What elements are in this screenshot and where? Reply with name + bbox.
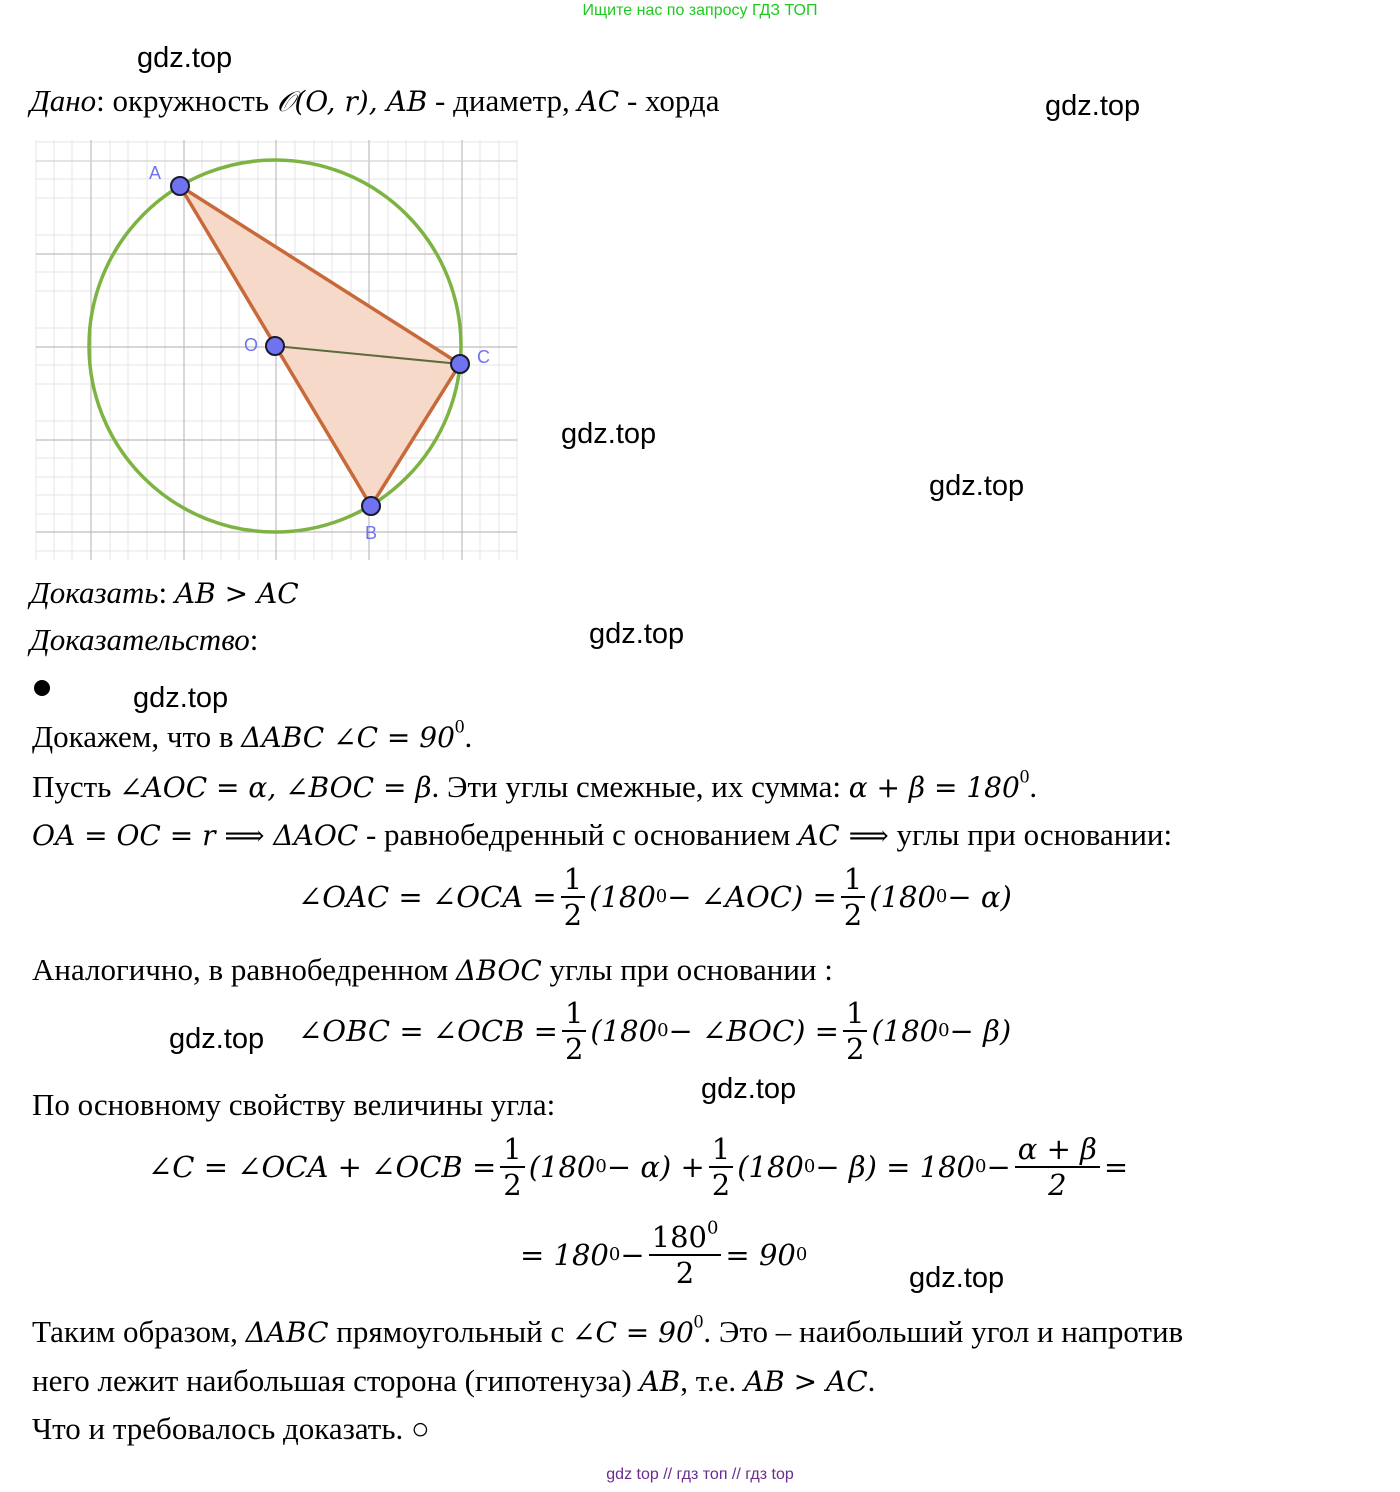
proof-line-3: OA = OC = r ⟹ ΔAOC - равнобедренный с основанием AC ⟹ углы при основании: (32, 817, 1173, 852)
fraction: $\frac{1}{2}$ (562, 998, 586, 1065)
prove-line: Доказать: AB > AC (30, 575, 299, 610)
watermark: gdz.top (929, 470, 1025, 502)
watermark: gdz.top (1045, 90, 1141, 122)
equation-oac: ∠OAC = ∠OCA = $\frac{1}{2}$ (180 0 − ∠AOC) = $\frac{1}{2}$ (180 0 − α) (298, 862, 1012, 933)
fraction: $\frac{1}{2}$ (709, 1134, 733, 1201)
proof-line-5: По основному свойству величины угла: (32, 1087, 556, 1122)
fraction: $\frac{1}{2}$ (500, 1134, 524, 1201)
circle-notation: 𝒪(O, r), AB (276, 85, 428, 118)
label-b: B (365, 523, 378, 543)
prove-label: Доказать (30, 575, 159, 610)
fraction: $\frac{\alpha + \beta}{2}$ (1015, 1134, 1100, 1201)
fraction: $\frac{180^0}{2}$ (649, 1222, 722, 1289)
proof-line-4: Аналогично, в равнобедренном ΔBOC углы при основании : (32, 952, 833, 987)
proof-line-7: него лежит наибольшая сторона (гипотенуза) AB, т.е. AB > AC. (32, 1363, 876, 1398)
given-label: Дано (30, 83, 97, 118)
label-c: C (477, 347, 490, 367)
top-banner: Ищите нас по запросу ГДЗ ТОП (582, 2, 818, 19)
proof-line-2: Пусть ∠AOC = α, ∠BOC = β. Эти углы смежные, их сумма: $\alpha + \beta = 180^0$. (32, 766, 1038, 804)
equation-obc: ∠OBC = ∠OCB = $\frac{1}{2}$ (180 0 − ∠BOC) = $\frac{1}{2}$ (180 0 − β) (298, 996, 1012, 1067)
label-o: O (244, 335, 259, 355)
watermark: gdz.top (133, 682, 229, 714)
watermark: gdz.top (909, 1262, 1005, 1294)
point-b (362, 497, 380, 515)
fraction: $\frac{1}{2}$ (561, 864, 585, 931)
watermark: gdz.top (561, 418, 657, 450)
equation-angle-c: ∠C = ∠OCA + ∠OCB = $\frac{1}{2}$ (180 0 − α) + $\frac{1}{2}$ (180 0 − β) = 180 0 − $\frac{\alpha + \beta}{2}$ = (148, 1132, 1129, 1203)
watermark: gdz.top (589, 618, 685, 650)
proof-conclusion: Что и требовалось доказать. ○ (32, 1411, 430, 1446)
footer-links: gdz top // гдз топ // гдз top (606, 1466, 794, 1483)
label-a: A (149, 163, 162, 183)
point-o (266, 337, 284, 355)
proof-line-6: Таким образом, ΔABC прямоугольный с ∠C = $90^0$. Это – наибольший угол и напротив (32, 1311, 1184, 1349)
point-a (171, 177, 189, 195)
fraction: $\frac{1}{2}$ (841, 864, 865, 931)
fraction: $\frac{1}{2}$ (843, 998, 867, 1065)
bullet (34, 680, 50, 696)
watermark: gdz.top (137, 42, 233, 74)
geometry-figure (30, 128, 525, 568)
proof-line-1: Докажем, что в ΔABC ∠C = $90^0$. (32, 716, 473, 754)
equation-result: = 180 0 − $\frac{180^0}{2}$ = 90 0 (520, 1217, 808, 1291)
watermark: gdz.top (169, 1023, 265, 1055)
chord-notation: AC (577, 85, 620, 118)
proof-heading: Доказательство: (30, 622, 259, 657)
point-c (451, 355, 469, 373)
watermark: gdz.top (701, 1073, 797, 1105)
given-line: Дано: окружность 𝒪(O, r), AB - диаметр, AC - хорда (30, 83, 720, 118)
